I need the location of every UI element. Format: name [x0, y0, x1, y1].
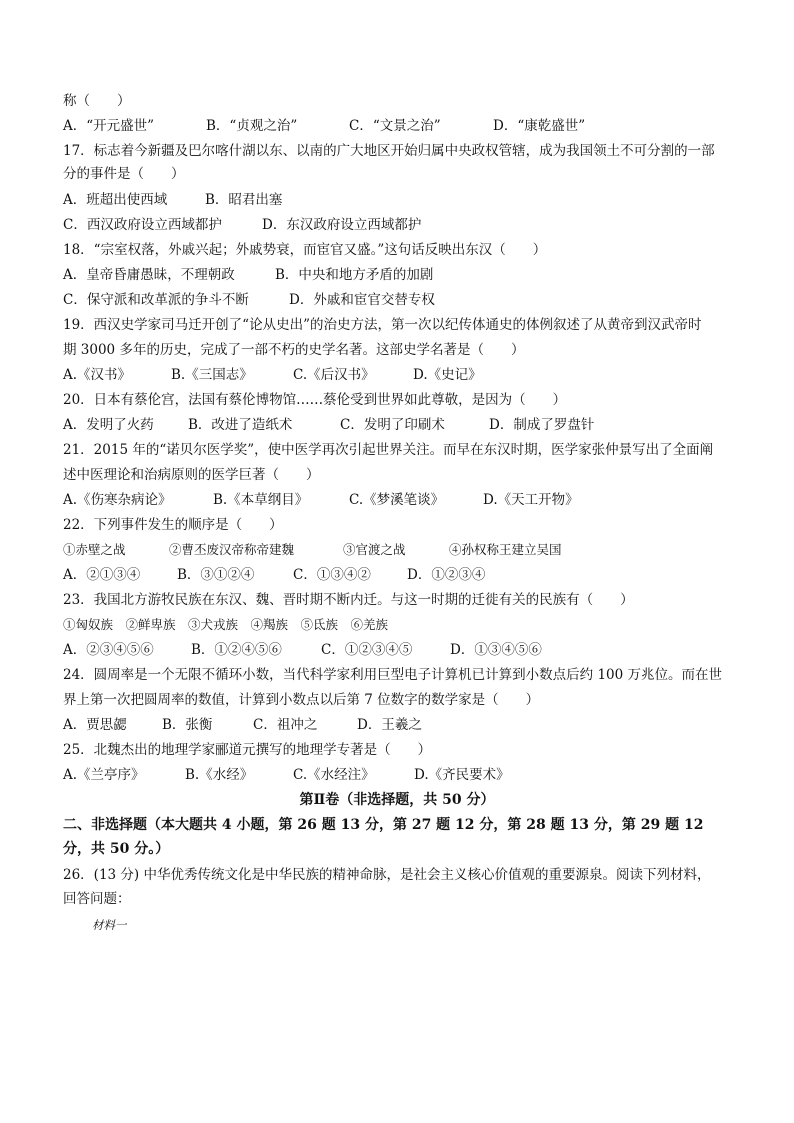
- q17-stem-2: 分的事件是（ ）: [63, 166, 185, 182]
- option-c: C．祖冲之: [253, 717, 318, 733]
- part2-heading-2: 分，共 50 分。）: [63, 841, 170, 857]
- part2-heading-1: 二、非选择题（本大题共 4 小题，第 26 题 13 分，第 27 题 12 分，第 28 题 13 分，第 29 题 12: [63, 817, 704, 833]
- option-a: A.《伤寒杂病论》: [63, 492, 172, 508]
- q26-stem-1: 26．(13 分) 中华优秀传统文化是中华民族的精神命脉，是社会主义核心价值观的重要源泉。阅读下列材料，: [63, 867, 711, 883]
- q20-stem: 20．日本有蔡伦宫，法国有蔡伦博物馆……蔡伦受到世界如此尊敬，是因为（ ）: [63, 392, 567, 408]
- option-d: D．“康乾盛世”: [493, 118, 586, 134]
- option-a: A．发明了火药: [63, 417, 154, 433]
- option-d: D．外戚和宦官交替专权: [289, 292, 435, 308]
- q23-stem: 23．我国北方游牧民族在东汉、魏、晋时期不断内迁。与这一时期的迁徙有关的民族有（ ）: [63, 592, 634, 608]
- option-c: C.《后汉书》: [293, 367, 375, 383]
- option-c: C．发明了印刷术: [340, 417, 445, 433]
- option-b: B．昭君出塞: [205, 192, 283, 208]
- q18-stem: 18．“宗室权落，外戚兴起；外戚势衰，而宦官又盛。”这句话反映出东汉（ ）: [63, 242, 547, 258]
- option-b: B．中央和地方矛盾的加剧: [275, 267, 434, 283]
- q25-stem: 25．北魏杰出的地理学家郦道元撰写的地理学专著是（ ）: [63, 742, 432, 758]
- q17-stem-1: 17．标志着今新疆及巴尔喀什湖以东、以南的广大地区开始归属中央政权管辖，成为我国领土不可分割的一部: [63, 143, 715, 159]
- option-b: B．改进了造纸术: [188, 417, 293, 433]
- q26-stem-2: 回答问题：: [63, 891, 131, 907]
- option-b: B.《三国志》: [171, 367, 253, 383]
- option-b: B.《水经》: [185, 767, 254, 783]
- option-d: D.《史记》: [413, 367, 482, 383]
- q24-stem-2: 界上第一次把圆周率的数值，计算到小数点以后第 7 位数字的数学家是（ ）: [63, 692, 540, 708]
- option-a: A．“开元盛世”: [63, 118, 155, 134]
- option-c: C．保守派和改革派的争斗不断: [63, 292, 249, 308]
- option-a: A．②①③④: [63, 567, 141, 583]
- q23-items: ①匈奴族 ②鲜卑族 ③犬戎族 ④羯族 ⑤氐族 ⑥羌族: [63, 617, 389, 632]
- q21-stem-1: 21．2015 年的“诺贝尔医学奖”，使中医学再次引起世界关注。而早在东汉时期，医学家张仲景写出了全面阐: [63, 442, 714, 458]
- option-b: B.《本草纲目》: [213, 492, 309, 508]
- option-d: D.《天工开物》: [483, 492, 579, 508]
- option-c: C.《梦溪笔谈》: [349, 492, 445, 508]
- option-a: A．班超出使西域: [63, 192, 168, 208]
- event-4: ④孙权称王建立吴国: [449, 542, 562, 557]
- option-b: B．张衡: [162, 717, 213, 733]
- option-d: D．①②③④: [407, 567, 486, 583]
- option-d: D．制成了罗盘针: [489, 417, 595, 433]
- option-d: D．王羲之: [357, 717, 422, 733]
- q24-stem-1: 24．圆周率是一个无限不循环小数，当代科学家利用巨型电子计算机已计算到小数点后约 100 万兆位。而在世: [63, 667, 723, 683]
- option-a: A.《兰亭序》: [63, 767, 145, 783]
- option-c: C．西汉政府设立西域都护: [63, 217, 222, 233]
- event-1: ①赤壁之战: [63, 542, 126, 557]
- option-c: C.《水经注》: [293, 767, 375, 783]
- option-b: B．①②④⑤⑥: [191, 642, 282, 658]
- option-a: A．②③④⑤⑥: [63, 642, 154, 658]
- q19-stem-1: 19．西汉史学家司马迁开创了“论从史出”的治史方法，第一次以纪传体通史的体例叙述了从黄帝到汉武帝时: [63, 317, 702, 333]
- option-d: D.《齐民要术》: [414, 767, 510, 783]
- option-a: A．皇帝昏庸愚昧，不理朝政: [63, 267, 235, 283]
- q15-tail: 称（ ）: [63, 93, 131, 109]
- q21-stem-2: 述中医理论和治病原则的医学巨著（ ）: [63, 467, 320, 483]
- option-d: D．①③④⑤⑥: [450, 642, 542, 658]
- option-b: B．③①②④: [177, 567, 255, 583]
- part2-title: 第Ⅱ卷（非选择题，共 50 分）: [299, 792, 495, 808]
- option-c: C．①②③④⑤: [321, 642, 413, 658]
- event-2: ②曹丕废汉帝称帝建魏: [169, 542, 295, 557]
- option-a: A.《汉书》: [63, 367, 132, 383]
- event-3: ③官渡之战: [343, 542, 406, 557]
- q19-stem-2: 期 3000 多年的历史，完成了一部不朽的史学名著。这部史学名著是（ ）: [63, 342, 525, 358]
- option-a: A．贾思勰: [63, 717, 127, 733]
- option-c: C．“文景之治”: [349, 118, 441, 134]
- material-1-label: 材料一: [92, 918, 127, 932]
- option-b: B．“贞观之治”: [206, 118, 298, 134]
- option-d: D．东汉政府设立西域都护: [262, 217, 422, 233]
- q22-stem: 22．下列事件发生的顺序是（ ）: [63, 517, 283, 533]
- option-c: C．①③④②: [293, 567, 371, 583]
